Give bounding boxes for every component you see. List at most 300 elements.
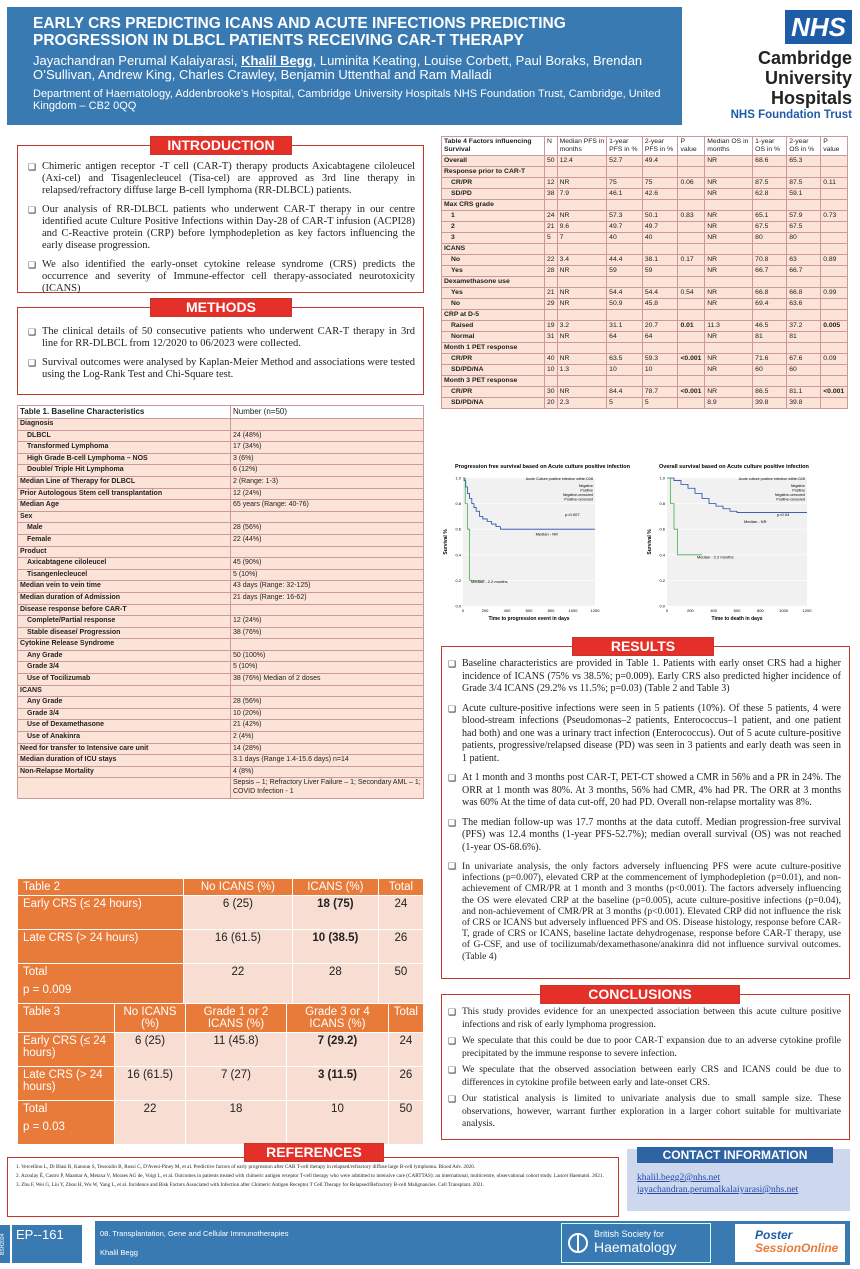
table-cell: No: [442, 255, 545, 266]
legend-entry: Positive: [580, 488, 593, 493]
table-cell: Early CRS (≤ 24 hours): [18, 1033, 115, 1067]
table-cell: 49.7: [607, 222, 643, 233]
table-cell: 50 (100%): [231, 650, 424, 662]
table-cell: [678, 376, 705, 387]
table-cell: [753, 277, 787, 288]
table-row: [18, 896, 424, 930]
table-cell: 80: [753, 233, 787, 244]
footer-bar: [95, 1221, 850, 1265]
y-tick-label: 1.0: [455, 475, 461, 481]
table-cell: 2 (4%): [231, 732, 424, 744]
table-cell: [753, 244, 787, 255]
median-annotation: Median - NR: [744, 518, 767, 524]
pfs-chart-svg: [441, 460, 641, 635]
crs-icans-grade-table: [17, 1003, 424, 1145]
table-row: [442, 354, 848, 365]
table-row: [18, 523, 424, 535]
table-row: [18, 558, 424, 570]
table-cell: 26: [378, 930, 423, 964]
table-cell: 60: [753, 365, 787, 376]
intro-bullet: ❑ Chimeric antigen receptor -T cell (CAR-T) therapy products Axicabtagene ciloleucel (Axi-cel) and Tisagenlecleucel (Tisa-cel) are approved as 3rd line therapy in relapsed/refractory diffuse large B-cell lymphoma (RR-DLBCL) patients.: [28, 161, 415, 197]
table-cell: [642, 167, 678, 178]
table-cell: [678, 365, 705, 376]
table-header-cell: Grade 3 or 4 ICANS (%): [287, 1004, 388, 1033]
p-value: p=0.04: [777, 512, 790, 517]
table-cell: 62.8: [753, 189, 787, 200]
table-cell: 70.8: [753, 255, 787, 266]
table-row: [442, 189, 848, 200]
bsh-emblem-icon: [568, 1230, 588, 1256]
table-cell: Median duration of Admission: [18, 592, 231, 604]
results-bullet: ❑ Acute culture-positive infections were seen in 5 patients (10%). Of these 5 patients, 4 were blood-stream infections (Pseudomonas–2 patients, Enterococcus–1 patient, and one patient had both) and one was a urinary tract infection (Enterococcus). Out of 5 acute culture-positive patients, progressive/relapsed disease (PD) was seen in 3 patients and early death was seen in 1 patient.: [448, 703, 841, 766]
table-row: [442, 376, 848, 387]
table-cell: Double/ Triple Hit Lymphoma: [18, 465, 231, 477]
table-header-cell: No ICANS (%): [184, 879, 293, 896]
table-row: [442, 255, 848, 266]
table-header-cell: Table 3: [18, 1004, 115, 1033]
table-cell: [678, 343, 705, 354]
table-header-cell: Grade 1 or 2 ICANS (%): [185, 1004, 286, 1033]
table-cell: Use of Tocilizumab: [18, 674, 231, 686]
table-cell: Transformed Lymphoma: [18, 442, 231, 454]
table-cell: High Grade B-cell Lymphoma – NOS: [18, 453, 231, 465]
table-cell: CR/PR: [442, 387, 545, 398]
table-cell: [642, 376, 678, 387]
table-cell: 1: [442, 211, 545, 222]
table-cell: ICANS: [18, 685, 231, 697]
table-cell: 7: [557, 233, 607, 244]
table-cell: Any Grade: [18, 650, 231, 662]
table-cell: Median duration of ICU stays: [18, 755, 231, 767]
table-cell: 10: [287, 1101, 388, 1145]
table-cell: 67.6: [787, 354, 821, 365]
table-cell: 10 (20%): [231, 708, 424, 720]
table-cell: NR: [557, 387, 607, 398]
contact-email-link[interactable]: jayachandran.perumalkalaiyarasi@nhs.net: [637, 1185, 799, 1195]
table-cell: [678, 266, 705, 277]
table-cell: [821, 156, 848, 167]
table-row: [18, 639, 424, 651]
table-cell: Use of Anakinra: [18, 732, 231, 744]
table-header-cell: 2-year OS in %: [787, 137, 821, 156]
references-heading: REFERENCES: [244, 1143, 384, 1162]
table-cell: [753, 310, 787, 321]
results-bullet: ❑ In univariate analysis, the only factors adversely influencing PFS were acute culture-positive infections (p=0.007), elevated CRP at the commencement of lymphodepletion (p=0.01), and non-achievement of CMR/PR at 1 month and 3 months (p<0.001). The factors adversely influencing the OS were elevated CRP at the baseline (p=0.005), acute culture-positive infections (p=0.04), and non-achievement of CMR/PR at 3 months (p<0.001). Elevated CRP did not influence the risk of CRS or ICANS but adversely influenced PFS and OS. Disease histology, response before CAR-T, grade of CRS or ICANS, baseline lactate dehydrogenase, response before CAR-T therapy, use of G-CSF, and use of tocilizumab/dexamethasone/anakinra did not influence survival outcomes. (Table 4): [448, 861, 841, 962]
table-row: [442, 332, 848, 343]
y-tick-label: 0.6: [659, 526, 665, 532]
x-tick-label: 1200: [802, 608, 812, 613]
table-cell: NR: [557, 288, 607, 299]
table-cell: 5 (10%): [231, 569, 424, 581]
table-cell: [607, 310, 643, 321]
table-cell: 8.9: [705, 398, 753, 409]
table-cell: [678, 156, 705, 167]
table-cell: 50: [545, 156, 558, 167]
table-cell: Female: [18, 534, 231, 546]
table-cell: 12 (24%): [231, 488, 424, 500]
table-cell: [557, 200, 607, 211]
footer-author: Khalil Begg: [100, 1248, 138, 1257]
footer: [0, 1221, 860, 1269]
table-cell: NR: [705, 156, 753, 167]
conclusions-bullet: ❑ We speculate that the observed association between early CRS and ICANS could be due to differences in cytokine profile between early and late-onset CRS.: [448, 1064, 841, 1089]
y-tick-label: 0.0: [659, 603, 665, 609]
table-cell: [821, 266, 848, 277]
table-cell: [557, 343, 607, 354]
table-cell: SD/PD/NA: [442, 365, 545, 376]
table-cell: NR: [705, 288, 753, 299]
table-row: [18, 930, 424, 964]
table-cell: 12: [545, 178, 558, 189]
table-cell: Month 1 PET response: [442, 343, 545, 354]
table-cell: NR: [705, 332, 753, 343]
x-tick-label: 800: [547, 608, 555, 613]
table-cell: [753, 200, 787, 211]
table-cell: 26: [388, 1067, 423, 1101]
table-cell: Non-Relapse Mortality: [18, 766, 231, 778]
table-cell: [607, 277, 643, 288]
table-row: [442, 244, 848, 255]
y-tick-label: 0.4: [455, 552, 461, 558]
table-cell: [231, 511, 424, 523]
table-cell: 20.7: [642, 321, 678, 332]
table-row: [18, 732, 424, 744]
table-cell: 14 (28%): [231, 743, 424, 755]
methods-bullet: ❑ The clinical details of 50 consecutive patients who underwent CAR-T therapy in 3rd line for RR-DLBCL from 12/2020 to 06/2023 were collected.: [28, 326, 415, 350]
table-cell: 42.6: [642, 189, 678, 200]
table-row: [18, 581, 424, 593]
table-cell: [753, 376, 787, 387]
table-cell: 6 (12%): [231, 465, 424, 477]
table-cell: 30: [545, 387, 558, 398]
y-tick-label: 0.2: [455, 577, 461, 583]
table-row: [18, 442, 424, 454]
table-cell: 67.5: [753, 222, 787, 233]
table-row: [442, 321, 848, 332]
table-cell: [821, 365, 848, 376]
table-cell: [545, 277, 558, 288]
table-cell: [607, 200, 643, 211]
introduction-section: [17, 145, 424, 293]
table-row: [442, 178, 848, 189]
bsh-logo: British Society for Haematology: [561, 1223, 711, 1263]
table-cell: Cytokine Release Syndrome: [18, 639, 231, 651]
table-cell: 66.7: [787, 266, 821, 277]
contact-email-link[interactable]: khalil.begg2@nhs.net: [637, 1173, 721, 1183]
table-cell: [607, 244, 643, 255]
table-cell: 59.3: [642, 354, 678, 365]
reference-item: 1. Vercellino L, Di Blasi R, Kanoun S, Tessoulin B, Rossi C, D'Aveni-Piney M, et al. Predictive factors of early progression after CAR T-cell therapy in relapsed/refractory diffuse large B-cell lymphoma. Blood Adv. 2020.: [16, 1164, 476, 1170]
table-cell: NR: [705, 365, 753, 376]
x-tick-label: 1000: [779, 608, 789, 613]
table-row: [18, 511, 424, 523]
table-cell: [787, 167, 821, 178]
table-cell: 50.9: [607, 299, 643, 310]
table-row: [18, 476, 424, 488]
table-cell: Median Line of Therapy for DLBCL: [18, 476, 231, 488]
conclusions-heading: CONCLUSIONS: [540, 985, 740, 1004]
table-cell: 57.9: [787, 211, 821, 222]
table-cell: [231, 685, 424, 697]
p-value: p = 0.009: [23, 984, 72, 996]
table-cell: 2 (Range: 1-3): [231, 476, 424, 488]
table-cell: 69.4: [753, 299, 787, 310]
table-header-row: [18, 879, 424, 896]
table-cell: [642, 200, 678, 211]
table-cell: 71.6: [753, 354, 787, 365]
table-cell: <0.001: [678, 387, 705, 398]
x-tick-label: 800: [756, 608, 764, 613]
methods-heading: METHODS: [150, 298, 292, 317]
median-annotation: Median - 2.2 months: [471, 578, 508, 584]
table-cell: 28: [545, 266, 558, 277]
table-header-cell: 1-year OS in %: [753, 137, 787, 156]
table-cell: 21 (42%): [231, 720, 424, 732]
table-cell: 24: [388, 1033, 423, 1067]
table-cell: NR: [557, 354, 607, 365]
table-cell: 45 (90%): [231, 558, 424, 570]
table-cell: Use of Dexamethasone: [18, 720, 231, 732]
table-cell: 24: [545, 211, 558, 222]
table-cell: Stable disease/ Progression: [18, 627, 231, 639]
table-row: [442, 222, 848, 233]
results-bullet: ❑ At 1 month and 3 months post CAR-T, PET-CT showed a CMR in 56% and a PR in 24%. The ORR at 1 month was 80%. At 3 months, 56% had CMR, 4% had PR. The ORR at 3 months was 60% At the time of data cut-off, 20 had PD. Overall non-relapse mortality was 8%.: [448, 772, 841, 810]
table-cell: Need for transfer to Intensive care unit: [18, 743, 231, 755]
table-cell: 10: [642, 365, 678, 376]
table-cell: 18 (75): [292, 896, 378, 930]
table-cell: [607, 343, 643, 354]
table-cell: Median vein to vein time: [18, 581, 231, 593]
table-cell: 18: [185, 1101, 286, 1145]
table-cell: 4 (8%): [231, 766, 424, 778]
table-cell: Axicabtagene ciloleucel: [18, 558, 231, 570]
table-cell: 16 (61.5): [115, 1067, 185, 1101]
legend-entry: Acute Culture positive infection within D28: [525, 477, 593, 481]
table-cell: 22 (44%): [231, 534, 424, 546]
table-cell: 29: [545, 299, 558, 310]
x-tick-label: 400: [503, 608, 511, 613]
table-cell: [787, 310, 821, 321]
table-cell: 68.6: [753, 156, 787, 167]
table-row: [18, 766, 424, 778]
table-cell: [821, 277, 848, 288]
table-cell: 11.3: [705, 321, 753, 332]
table-row: [442, 211, 848, 222]
conclusions-bullet: ❑ We speculate that this could be due to poor CAR-T expansion due to an adverse cytokine profile precipitated by the immune response to severe infection.: [448, 1035, 841, 1060]
table-cell: 40: [545, 354, 558, 365]
table-cell: [557, 277, 607, 288]
table-row: [18, 1101, 424, 1145]
table-header-cell: No ICANS (%): [115, 1004, 185, 1033]
table-cell: 24 (48%): [231, 430, 424, 442]
table-row: [18, 674, 424, 686]
table-cell: 81: [787, 332, 821, 343]
table-cell: 66.7: [753, 266, 787, 277]
table-cell: 22: [184, 964, 293, 1008]
legend-entry: Negative-censored: [774, 493, 805, 497]
references-section: [7, 1157, 619, 1217]
table-cell: Response prior to CAR-T: [442, 167, 545, 178]
table-cell: 65.1: [753, 211, 787, 222]
x-tick-label: 600: [733, 608, 741, 613]
table-cell: [557, 167, 607, 178]
table-cell: 10: [607, 365, 643, 376]
table-cell: Normal: [442, 332, 545, 343]
os-chart-svg: [645, 460, 850, 635]
table-cell: CR/PR: [442, 178, 545, 189]
survival-factors-table: [441, 136, 848, 409]
table-cell: 57.3: [607, 211, 643, 222]
table-cell: 39.8: [753, 398, 787, 409]
table-cell: NR: [557, 299, 607, 310]
table-row: [442, 365, 848, 376]
table-cell: [821, 343, 848, 354]
table-row: [18, 430, 424, 442]
table-cell: 39.8: [787, 398, 821, 409]
table-cell: Month 3 PET response: [442, 376, 545, 387]
table-cell: [787, 200, 821, 211]
table-cell: 6 (25): [184, 896, 293, 930]
table-cell: [678, 167, 705, 178]
y-tick-label: 0.6: [455, 526, 461, 532]
table-cell: Complete/Partial response: [18, 616, 231, 628]
table-cell: [753, 343, 787, 354]
table-header-cell: P value: [678, 137, 705, 156]
table-row: [18, 546, 424, 558]
table-cell: 31: [545, 332, 558, 343]
table-header-row: [18, 1004, 424, 1033]
table-row: [18, 697, 424, 709]
table-cell: Sepsis – 1; Refractory Liver Failure – 1; Secondary AML – 1; COVID Infection - 1: [231, 778, 424, 798]
table-row: [442, 167, 848, 178]
x-tick-label: 1200: [590, 608, 600, 613]
table-cell: SD/PD: [442, 189, 545, 200]
table-cell: [821, 332, 848, 343]
y-axis-label: Survival %: [443, 529, 449, 555]
contact-section: [627, 1149, 850, 1211]
chart-title: Progression free survival based on Acute culture positive infection: [455, 464, 630, 470]
table-cell: No: [442, 299, 545, 310]
table-cell: 63.6: [787, 299, 821, 310]
table-cell: 0.01: [678, 321, 705, 332]
table-cell: 66.8: [787, 288, 821, 299]
table-cell: [705, 244, 753, 255]
table-cell: 0.83: [678, 211, 705, 222]
table-cell: 5 (10%): [231, 662, 424, 674]
table-cell: NR: [705, 266, 753, 277]
table-cell: [821, 376, 848, 387]
table-cell: Dexamethasone use: [442, 277, 545, 288]
table-header-cell: N: [545, 137, 558, 156]
table-cell: 44.4: [607, 255, 643, 266]
crs-icans-table: [17, 878, 424, 1008]
table-cell: NR: [705, 178, 753, 189]
table-cell: NR: [557, 178, 607, 189]
table-row: [18, 755, 424, 767]
table-cell: 5: [642, 398, 678, 409]
table-cell: 52.7: [607, 156, 643, 167]
table-header-cell: Table 2: [18, 879, 184, 896]
table-cell: 21 days (Range: 16-62): [231, 592, 424, 604]
table-cell: 64: [642, 332, 678, 343]
table-cell: 10: [545, 365, 558, 376]
session-tag: BSH2024: [0, 1225, 10, 1263]
table-cell: DLBCL: [18, 430, 231, 442]
table-cell: Total p = 0.03: [18, 1101, 115, 1145]
table-cell: Late CRS (> 24 hours): [18, 1067, 115, 1101]
table-cell: [678, 189, 705, 200]
table-cell: 0.54: [678, 288, 705, 299]
table-cell: 0.73: [821, 211, 848, 222]
table-cell: 63.5: [607, 354, 643, 365]
table-cell: 3 (6%): [231, 453, 424, 465]
table-row: [18, 616, 424, 628]
table-cell: 20: [545, 398, 558, 409]
table-cell: 0.99: [821, 288, 848, 299]
table-cell: [545, 376, 558, 387]
table-cell: 7 (27): [185, 1067, 286, 1101]
table-cell: NR: [705, 354, 753, 365]
table-cell: 16 (61.5): [184, 930, 293, 964]
table-cell: 59: [607, 266, 643, 277]
table-cell: 65.3: [787, 156, 821, 167]
table-cell: 0.005: [821, 321, 848, 332]
results-bullet: ❑ The median follow-up was 17.7 months at the data cutoff. Median progression-free survival (PFS) was 12.4 months (1-year PFS-52.7%); median overall survival (OS) was not reached (1-year OS-68.6%).: [448, 817, 841, 855]
table-cell: [678, 222, 705, 233]
legend-entry: Positive-censored: [564, 497, 593, 502]
table-cell: 22: [115, 1101, 185, 1145]
table-cell: [821, 222, 848, 233]
table-row: [442, 310, 848, 321]
table-cell: 59.1: [787, 189, 821, 200]
table-cell: NR: [705, 387, 753, 398]
table-cell: 49.7: [642, 222, 678, 233]
title-banner: [7, 7, 682, 125]
table-cell: 9.6: [557, 222, 607, 233]
table-row: [18, 650, 424, 662]
table-cell: [231, 419, 424, 431]
table-cell: [787, 277, 821, 288]
table-cell: <0.001: [821, 387, 848, 398]
table-cell: [678, 398, 705, 409]
y-tick-label: 0.8: [659, 501, 665, 507]
table-row: [18, 569, 424, 581]
table-header-cell: ICANS (%): [292, 879, 378, 896]
table-cell: 84.4: [607, 387, 643, 398]
table-cell: [705, 310, 753, 321]
table-cell: Max CRS grade: [442, 200, 545, 211]
table-row: [442, 299, 848, 310]
p-value: p = 0.03: [23, 1121, 65, 1133]
table-row: [442, 266, 848, 277]
table-cell: CR/PR: [442, 354, 545, 365]
table-cell: 49.4: [642, 156, 678, 167]
table-cell: ICANS: [442, 244, 545, 255]
table-header-cell: Table 4 Factors influencing Survival: [442, 137, 545, 156]
table-cell: 3 (11.5): [287, 1067, 388, 1101]
table-cell: [753, 167, 787, 178]
table-cell: 81: [753, 332, 787, 343]
table-cell: [231, 604, 424, 616]
table-cell: [678, 244, 705, 255]
y-tick-label: 0.4: [659, 552, 665, 558]
table-header-row: [442, 137, 848, 156]
x-tick-label: 0: [461, 608, 465, 613]
table-cell: 50: [388, 1101, 423, 1145]
table-cell: 38 (76%) Median of 2 doses: [231, 674, 424, 686]
table-cell: [821, 310, 848, 321]
table-cell: 3.4: [557, 255, 607, 266]
